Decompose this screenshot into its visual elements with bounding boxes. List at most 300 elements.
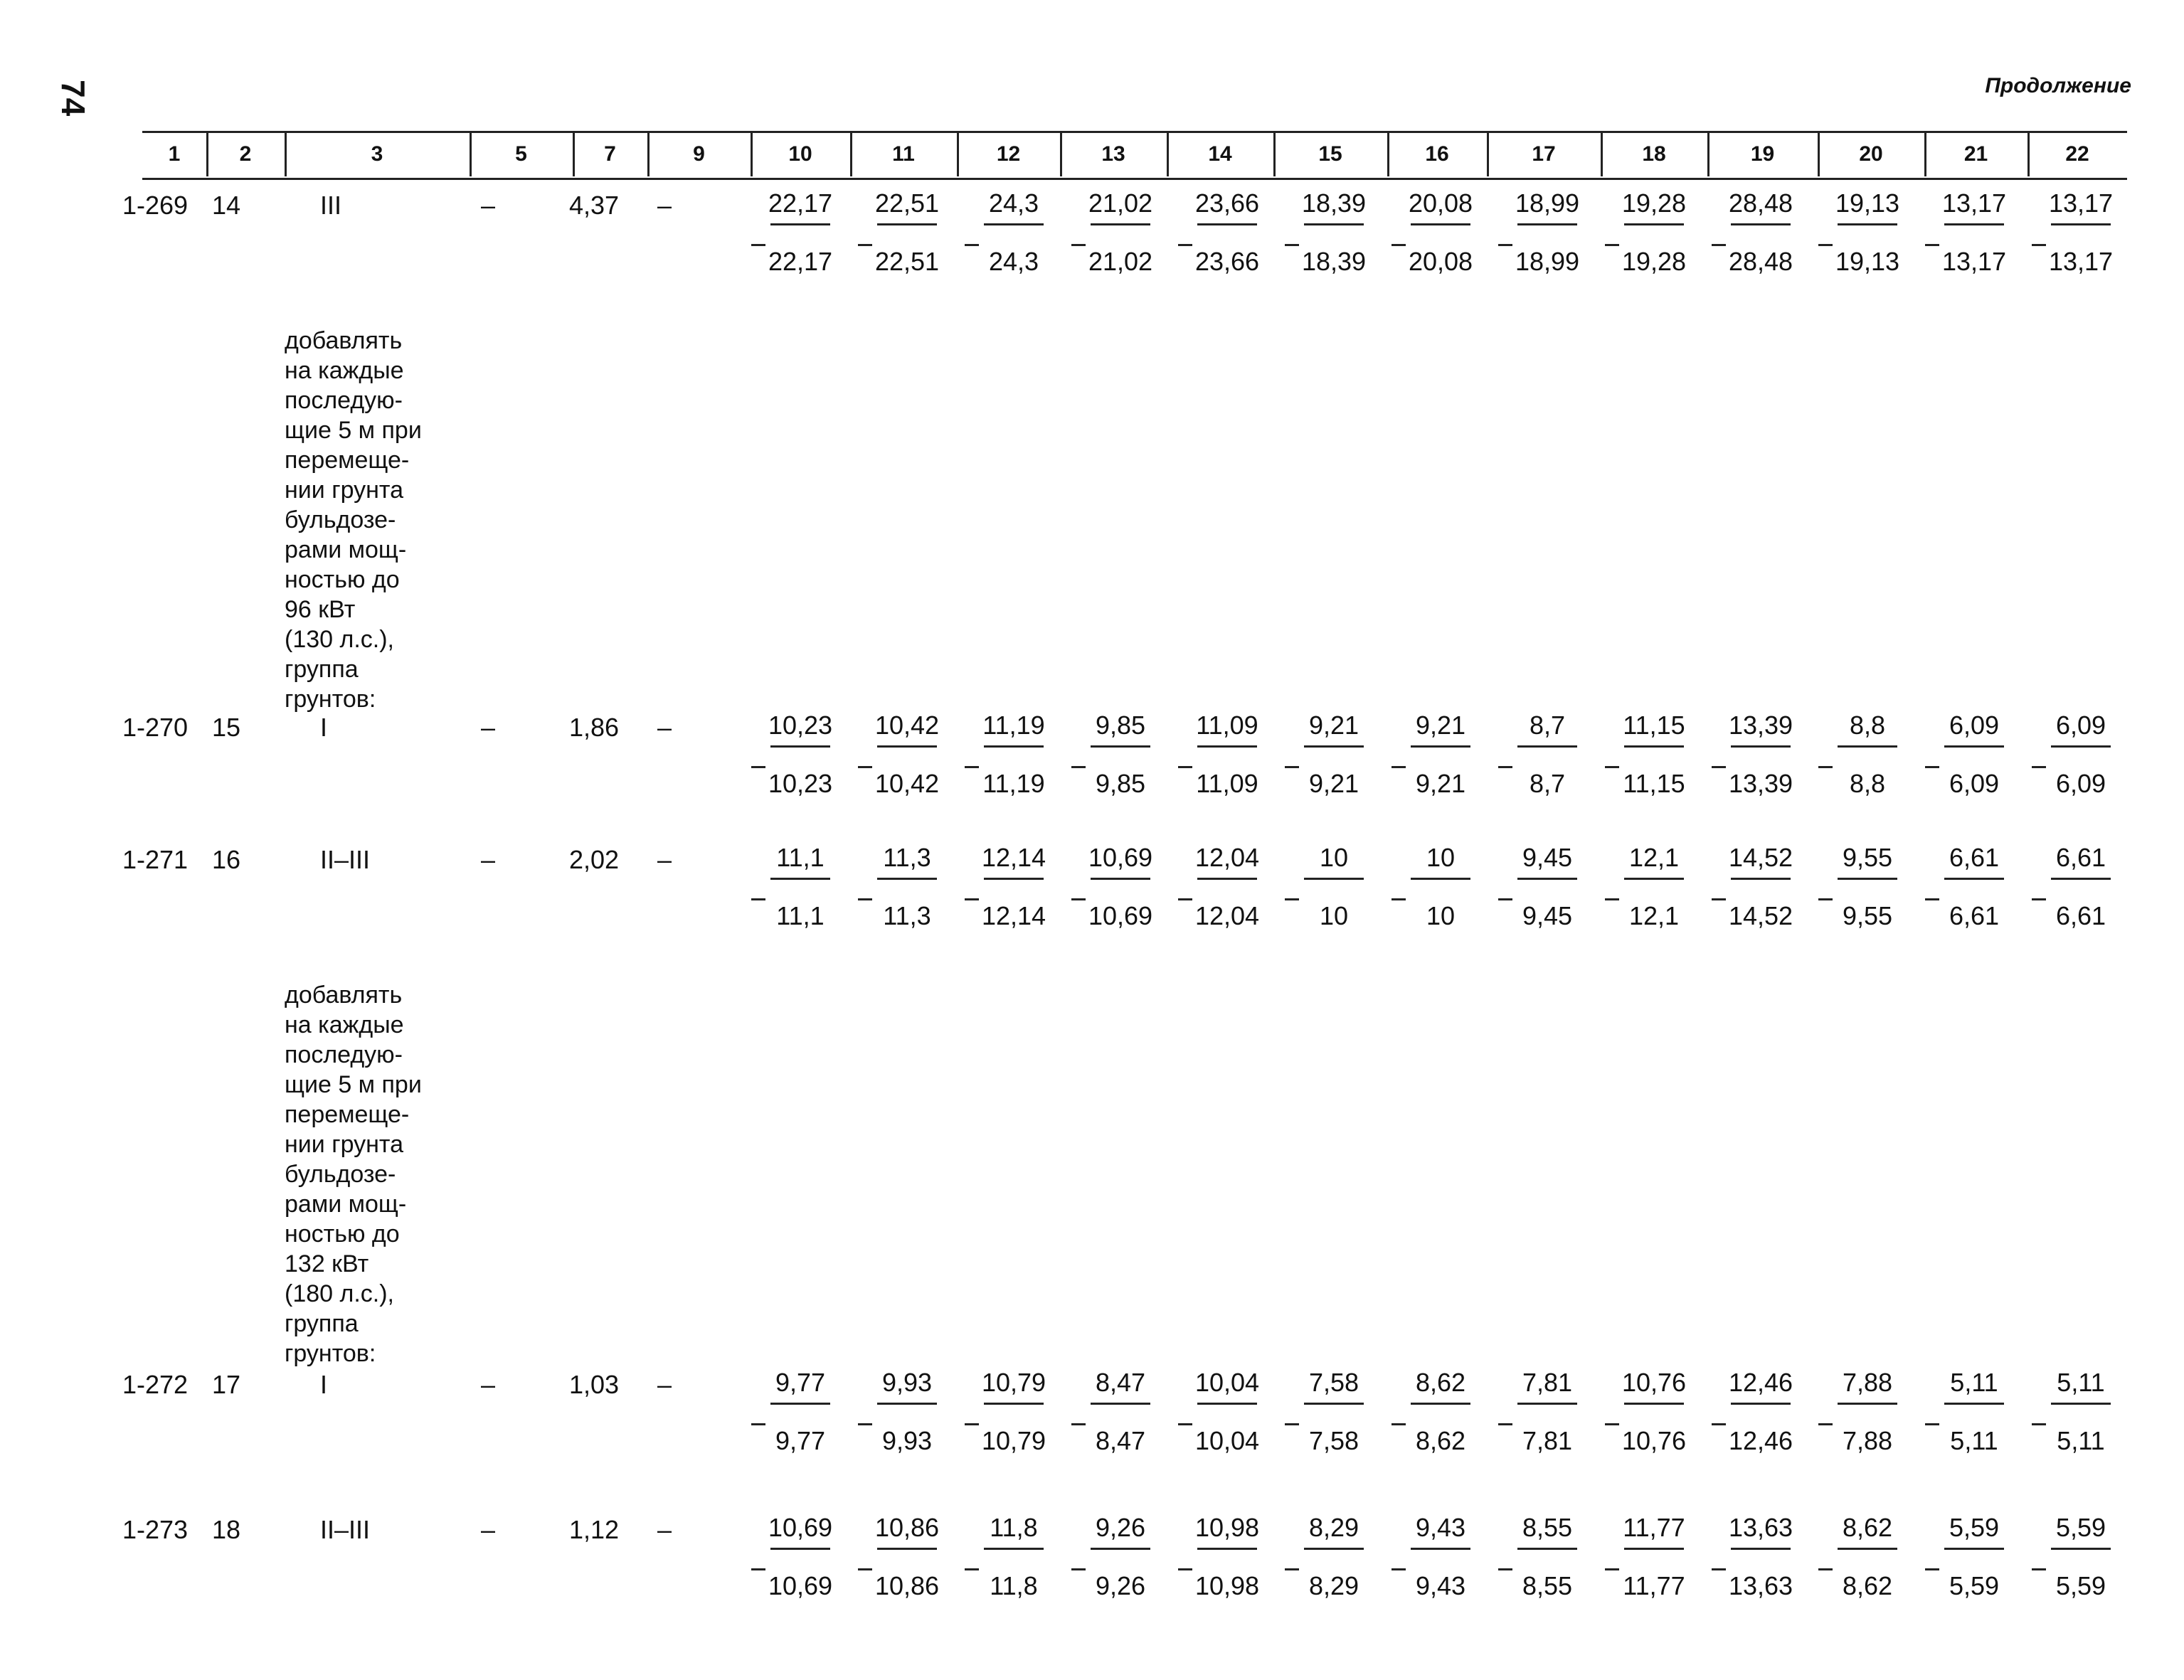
note-line: рами мощ-	[285, 1191, 407, 1218]
fraction-bar	[2051, 1548, 2111, 1550]
value-denominator: 10,23	[768, 769, 833, 798]
note-block	[285, 326, 455, 714]
value-fraction	[960, 1512, 1067, 1602]
value-numerator: 8,62	[1842, 1513, 1893, 1542]
value-numerator: 10,69	[768, 1513, 833, 1542]
header-separator	[1818, 132, 1820, 176]
fraction-bar	[770, 1548, 830, 1550]
fraction-bar	[877, 745, 937, 748]
value-denominator: 12,04	[1194, 901, 1260, 930]
value-numerator: 9,55	[1842, 843, 1893, 872]
value-denominator: 10,76	[1621, 1426, 1687, 1455]
fraction-bar	[770, 223, 830, 225]
note-line: нии грунта	[285, 1131, 404, 1158]
header-col-17: 17	[1532, 142, 1556, 166]
header-col-14: 14	[1208, 142, 1232, 166]
fraction-bar	[2051, 223, 2111, 225]
value-fraction	[1921, 842, 2027, 932]
value-denominator: 5,11	[1950, 1426, 1998, 1455]
fraction-bar	[1838, 1548, 1897, 1550]
value-fraction	[1387, 188, 1494, 277]
note-line: грунтов:	[285, 686, 376, 713]
note-line: последую-	[285, 1041, 403, 1068]
value-fraction	[747, 842, 854, 932]
header-separator	[850, 132, 852, 176]
value-fraction	[1067, 842, 1174, 932]
fraction-bar	[877, 878, 937, 880]
value-denominator: 9,21	[1415, 769, 1466, 798]
value-denominator: 9,43	[1415, 1571, 1466, 1600]
value-fraction	[1067, 710, 1174, 799]
value-fraction	[1814, 842, 1921, 932]
fraction-bar	[1091, 223, 1150, 225]
note-line: 96 кВт	[285, 596, 356, 623]
fraction-bar	[1091, 1548, 1150, 1550]
row-col7: 1,03	[569, 1370, 620, 1399]
value-numerator: 10	[1319, 843, 1349, 872]
row-code: 1-271	[122, 845, 189, 874]
value-denominator: 10	[1319, 901, 1349, 930]
header-col-16: 16	[1425, 142, 1449, 166]
row-code: 1-273	[122, 1515, 189, 1544]
fraction-bar	[770, 745, 830, 748]
value-fraction	[1707, 842, 1814, 932]
header-col-9: 9	[693, 142, 705, 166]
value-fraction	[747, 1367, 854, 1457]
value-numerator: 6,61	[1949, 843, 2000, 872]
value-fraction	[1387, 842, 1494, 932]
value-denominator: 10,42	[874, 769, 940, 798]
value-numerator: 8,55	[1522, 1513, 1573, 1542]
value-numerator: 7,88	[1842, 1368, 1893, 1397]
value-numerator: 9,93	[881, 1368, 933, 1397]
value-numerator: 23,66	[1194, 188, 1260, 218]
fraction-bar	[1411, 223, 1470, 225]
value-fraction	[960, 710, 1067, 799]
fraction-bar	[1197, 1403, 1257, 1405]
value-fraction	[1707, 1367, 1814, 1457]
row-soil-group: II–III	[320, 1515, 371, 1544]
row-number: 17	[212, 1370, 241, 1399]
value-denominator: 20,08	[1408, 247, 1473, 276]
value-denominator: 10	[1426, 901, 1456, 930]
fraction-bar	[1731, 745, 1791, 748]
row-col7: 1,86	[569, 713, 620, 742]
value-numerator: 6,09	[2055, 711, 2106, 740]
value-denominator: 11,8	[990, 1571, 1038, 1600]
fraction-bar	[1304, 878, 1364, 880]
fraction-bar	[770, 1403, 830, 1405]
value-numerator: 10	[1426, 843, 1456, 872]
value-fraction	[1814, 1512, 1921, 1602]
value-numerator: 9,21	[1415, 711, 1466, 740]
header-col-11: 11	[892, 142, 915, 166]
value-fraction	[854, 710, 960, 799]
fraction-bar	[1731, 1403, 1791, 1405]
value-fraction	[2027, 188, 2134, 277]
value-denominator: 9,21	[1308, 769, 1359, 798]
value-denominator: 10,98	[1194, 1571, 1260, 1600]
fraction-bar	[984, 878, 1044, 880]
fraction-bar	[877, 1403, 937, 1405]
fraction-bar	[1197, 1548, 1257, 1550]
header-col-21: 21	[1963, 142, 1988, 166]
value-denominator: 10,04	[1194, 1426, 1260, 1455]
value-numerator: 14,52	[1728, 843, 1793, 872]
note-line: добавлять	[285, 327, 403, 354]
value-numerator: 7,81	[1522, 1368, 1573, 1397]
value-numerator: 8,62	[1415, 1368, 1466, 1397]
note-line: последую-	[285, 387, 403, 414]
value-denominator: 8,29	[1308, 1571, 1359, 1600]
row-soil-group: I	[320, 713, 328, 742]
value-denominator: 28,48	[1728, 247, 1793, 276]
note-line: перемеще-	[285, 1101, 410, 1128]
value-numerator: 5,11	[1950, 1368, 1998, 1397]
fraction-bar	[1838, 745, 1897, 748]
header-separator	[1924, 132, 1926, 176]
fraction-bar	[1197, 878, 1257, 880]
fraction-bar	[1838, 223, 1897, 225]
value-denominator: 6,61	[2055, 901, 2106, 930]
value-denominator: 8,8	[1849, 769, 1886, 798]
value-fraction	[2027, 842, 2134, 932]
header-separator	[751, 132, 753, 176]
note-line: нии грунта	[285, 477, 404, 504]
value-fraction	[1601, 710, 1707, 799]
value-denominator: 13,39	[1728, 769, 1793, 798]
value-fraction	[960, 1367, 1067, 1457]
row-col9: –	[657, 713, 672, 742]
value-numerator: 12,14	[981, 843, 1046, 872]
fraction-bar	[1624, 878, 1684, 880]
note-line: группа	[285, 1310, 359, 1337]
header-separator	[206, 132, 208, 176]
value-fraction	[1921, 710, 2027, 799]
value-fraction	[854, 1367, 960, 1457]
value-numerator: 8,29	[1308, 1513, 1359, 1542]
value-numerator: 19,13	[1835, 188, 1900, 218]
fraction-bar	[1624, 745, 1684, 748]
value-numerator: 11,19	[982, 711, 1045, 740]
header-col-18: 18	[1642, 142, 1666, 166]
fraction-bar	[984, 1548, 1044, 1550]
value-fraction	[1601, 1512, 1707, 1602]
fraction-bar	[1517, 745, 1577, 748]
value-fraction	[1921, 1512, 2027, 1602]
value-numerator: 10,98	[1194, 1513, 1260, 1542]
value-denominator: 11,77	[1623, 1571, 1685, 1600]
value-fraction	[960, 188, 1067, 277]
value-denominator: 18,39	[1301, 247, 1367, 276]
header-separator	[1487, 132, 1489, 176]
row-col5: –	[481, 1515, 496, 1544]
value-numerator: 10,79	[981, 1368, 1046, 1397]
value-fraction	[1387, 1367, 1494, 1457]
fraction-bar	[877, 223, 937, 225]
row-code: 1-269	[122, 191, 189, 220]
header-col-10: 10	[788, 142, 812, 166]
fraction-bar	[1624, 1548, 1684, 1550]
value-fraction	[1601, 842, 1707, 932]
fraction-bar	[1731, 878, 1791, 880]
value-numerator: 20,08	[1408, 188, 1473, 218]
value-numerator: 18,39	[1301, 188, 1367, 218]
value-denominator: 22,51	[874, 247, 940, 276]
fraction-bar	[984, 1403, 1044, 1405]
header-separator	[647, 132, 650, 176]
value-numerator: 5,59	[2055, 1513, 2106, 1542]
value-denominator: 9,45	[1522, 901, 1573, 930]
value-denominator: 7,81	[1522, 1426, 1573, 1455]
value-denominator: 13,63	[1728, 1571, 1793, 1600]
header-separator	[1707, 132, 1709, 176]
value-numerator: 6,61	[2055, 843, 2106, 872]
value-numerator: 11,8	[990, 1513, 1038, 1542]
header-col-5: 5	[515, 142, 527, 166]
value-fraction	[1814, 710, 1921, 799]
row-number: 15	[212, 713, 241, 742]
value-denominator: 6,09	[1949, 769, 2000, 798]
header-separator	[1601, 132, 1603, 176]
header-separator	[573, 132, 575, 176]
page-number: 74	[55, 80, 92, 117]
fraction-bar	[1517, 1548, 1577, 1550]
note-line: 132 кВт	[285, 1250, 369, 1277]
value-denominator: 6,61	[1949, 901, 2000, 930]
value-denominator: 9,26	[1095, 1571, 1146, 1600]
header-rule-top	[142, 131, 2127, 133]
value-numerator: 11,15	[1623, 711, 1685, 740]
value-denominator: 18,99	[1515, 247, 1580, 276]
value-numerator: 10,86	[874, 1513, 940, 1542]
value-numerator: 22,17	[768, 188, 833, 218]
value-fraction	[747, 188, 854, 277]
note-block	[285, 980, 455, 1368]
header-separator	[1387, 132, 1389, 176]
value-fraction	[1067, 1512, 1174, 1602]
note-line: группа	[285, 656, 359, 683]
row-number: 16	[212, 845, 241, 874]
note-line: (180 л.с.),	[285, 1280, 394, 1307]
row-col7: 1,12	[569, 1515, 620, 1544]
value-numerator: 11,1	[776, 843, 825, 872]
value-denominator: 10,86	[874, 1571, 940, 1600]
row-number: 18	[212, 1515, 241, 1544]
value-denominator: 12,14	[981, 901, 1046, 930]
value-denominator: 12,46	[1728, 1426, 1793, 1455]
value-fraction	[1174, 710, 1281, 799]
value-numerator: 13,17	[1941, 188, 2007, 218]
value-denominator: 9,77	[775, 1426, 826, 1455]
fraction-bar	[1944, 878, 2004, 880]
row-col7: 4,37	[569, 191, 620, 220]
value-fraction	[1707, 188, 1814, 277]
header-col-20: 20	[1859, 142, 1883, 166]
fraction-bar	[1197, 745, 1257, 748]
value-numerator: 10,23	[768, 711, 833, 740]
value-fraction	[1281, 1367, 1387, 1457]
value-denominator: 10,69	[1088, 901, 1153, 930]
value-fraction	[2027, 1512, 2134, 1602]
value-numerator: 7,58	[1308, 1368, 1359, 1397]
value-numerator: 10,76	[1621, 1368, 1687, 1397]
value-denominator: 10,69	[768, 1571, 833, 1600]
value-denominator: 11,1	[776, 901, 825, 930]
header-col-15: 15	[1318, 142, 1342, 166]
row-col7: 2,02	[569, 845, 620, 874]
value-numerator: 21,02	[1088, 188, 1153, 218]
value-numerator: 13,17	[2048, 188, 2114, 218]
fraction-bar	[877, 1548, 937, 1550]
note-line: ностью до	[285, 566, 400, 593]
row-code: 1-272	[122, 1370, 189, 1399]
value-denominator: 5,11	[2057, 1426, 2105, 1455]
header-separator	[957, 132, 959, 176]
value-denominator: 5,59	[2055, 1571, 2106, 1600]
fraction-bar	[1838, 1403, 1897, 1405]
fraction-bar	[1517, 878, 1577, 880]
fraction-bar	[1944, 223, 2004, 225]
row-number: 14	[212, 191, 241, 220]
fraction-bar	[1838, 878, 1897, 880]
value-denominator: 19,13	[1835, 247, 1900, 276]
fraction-bar	[1624, 1403, 1684, 1405]
header-col-19: 19	[1750, 142, 1775, 166]
note-line: на каждые	[285, 1011, 404, 1038]
value-fraction	[1281, 188, 1387, 277]
value-fraction	[1494, 842, 1601, 932]
header-col-3: 3	[371, 142, 383, 166]
header-col-22: 22	[2065, 142, 2089, 166]
value-denominator: 24,3	[988, 247, 1039, 276]
value-denominator: 22,17	[768, 247, 833, 276]
header-separator	[285, 132, 287, 176]
fraction-bar	[2051, 1403, 2111, 1405]
header-separator	[2027, 132, 2030, 176]
row-code: 1-270	[122, 713, 189, 742]
row-soil-group: II–III	[320, 845, 371, 874]
value-fraction	[1921, 1367, 2027, 1457]
value-fraction	[1494, 188, 1601, 277]
header-col-1: 1	[168, 142, 181, 166]
value-fraction	[1174, 1367, 1281, 1457]
value-denominator: 11,15	[1623, 769, 1685, 798]
value-fraction	[1707, 710, 1814, 799]
value-numerator: 12,04	[1194, 843, 1260, 872]
value-fraction	[1174, 842, 1281, 932]
value-fraction	[1281, 710, 1387, 799]
value-numerator: 8,47	[1095, 1368, 1146, 1397]
header-separator	[470, 132, 472, 176]
value-denominator: 13,17	[2048, 247, 2114, 276]
value-fraction	[1814, 1367, 1921, 1457]
header-col-13: 13	[1101, 142, 1125, 166]
value-numerator: 22,51	[874, 188, 940, 218]
note-line: перемеще-	[285, 447, 410, 474]
fraction-bar	[1304, 223, 1364, 225]
header-col-7: 7	[604, 142, 616, 166]
value-fraction	[1174, 1512, 1281, 1602]
value-denominator: 21,02	[1088, 247, 1153, 276]
fraction-bar	[1411, 878, 1470, 880]
value-fraction	[1174, 188, 1281, 277]
note-line: на каждые	[285, 357, 404, 384]
row-col5: –	[481, 845, 496, 874]
value-fraction	[1814, 188, 1921, 277]
value-denominator: 6,09	[2055, 769, 2106, 798]
value-numerator: 12,46	[1728, 1368, 1793, 1397]
header-col-12: 12	[996, 142, 1021, 166]
fraction-bar	[984, 223, 1044, 225]
value-numerator: 8,8	[1849, 711, 1886, 740]
fraction-bar	[2051, 878, 2111, 880]
value-denominator: 11,19	[982, 769, 1045, 798]
fraction-bar	[1411, 1403, 1470, 1405]
value-fraction	[2027, 1367, 2134, 1457]
fraction-bar	[770, 878, 830, 880]
value-numerator: 19,28	[1621, 188, 1687, 218]
value-fraction	[1707, 1512, 1814, 1602]
fraction-bar	[1517, 223, 1577, 225]
value-denominator: 9,93	[881, 1426, 933, 1455]
value-numerator: 9,21	[1308, 711, 1359, 740]
value-denominator: 8,62	[1842, 1571, 1893, 1600]
value-fraction	[1494, 710, 1601, 799]
fraction-bar	[1091, 878, 1150, 880]
header-separator	[1060, 132, 1062, 176]
note-line: рами мощ-	[285, 536, 407, 563]
value-fraction	[1281, 842, 1387, 932]
row-col9: –	[657, 1370, 672, 1399]
value-numerator: 9,43	[1415, 1513, 1466, 1542]
value-denominator: 11,3	[883, 901, 931, 930]
fraction-bar	[1091, 745, 1150, 748]
value-fraction	[747, 1512, 854, 1602]
note-line: ностью до	[285, 1221, 400, 1248]
fraction-bar	[1944, 745, 2004, 748]
value-denominator: 8,62	[1415, 1426, 1466, 1455]
fraction-bar	[1944, 1403, 2004, 1405]
row-col9: –	[657, 1515, 672, 1544]
fraction-bar	[2051, 745, 2111, 748]
value-numerator: 5,11	[2057, 1368, 2105, 1397]
value-denominator: 8,7	[1529, 769, 1566, 798]
value-numerator: 11,3	[883, 843, 931, 872]
value-numerator: 9,26	[1095, 1513, 1146, 1542]
value-numerator: 11,09	[1196, 711, 1258, 740]
fraction-bar	[1304, 1548, 1364, 1550]
fraction-bar	[984, 745, 1044, 748]
value-fraction	[1921, 188, 2027, 277]
value-fraction	[1067, 1367, 1174, 1457]
fraction-bar	[1731, 1548, 1791, 1550]
value-denominator: 9,85	[1095, 769, 1146, 798]
value-numerator: 6,09	[1949, 711, 2000, 740]
value-fraction	[1281, 1512, 1387, 1602]
row-col5: –	[481, 191, 496, 220]
value-numerator: 13,63	[1728, 1513, 1793, 1542]
fraction-bar	[1731, 223, 1791, 225]
value-fraction	[1387, 1512, 1494, 1602]
note-line: щие 5 м при	[285, 1071, 422, 1098]
row-col9: –	[657, 191, 672, 220]
value-denominator: 7,58	[1308, 1426, 1359, 1455]
value-fraction	[960, 842, 1067, 932]
fraction-bar	[1624, 223, 1684, 225]
value-denominator: 9,55	[1842, 901, 1893, 930]
row-soil-group: I	[320, 1370, 328, 1399]
